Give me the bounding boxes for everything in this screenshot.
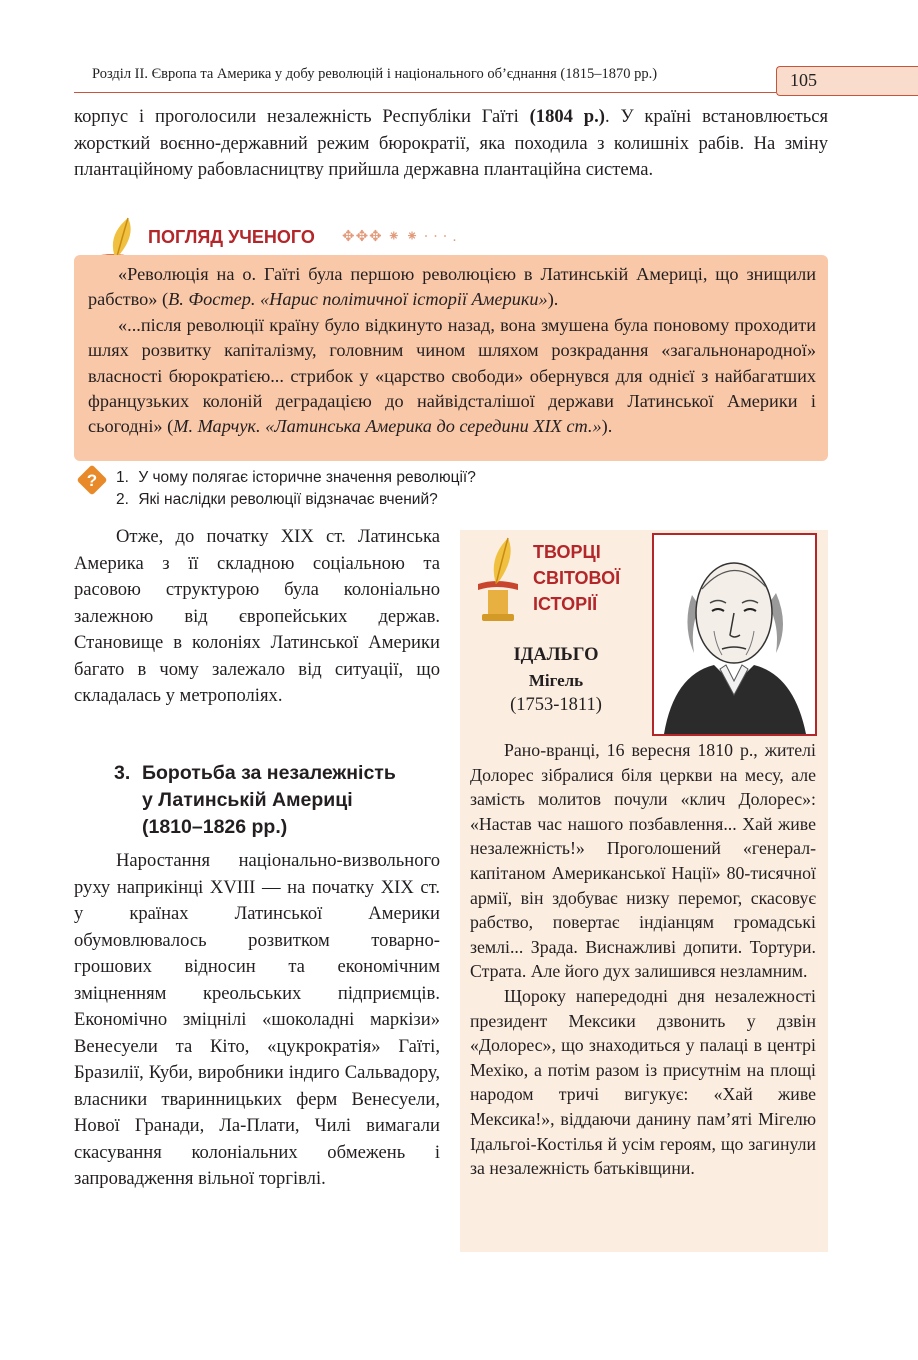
- sidebar-text: [470, 738, 816, 1181]
- sidebar-heading-line-2: СВІТОВОЇ: [533, 568, 621, 588]
- quote-1-end: ).: [547, 289, 559, 310]
- question-diamond-icon: [76, 464, 108, 496]
- quote-2-text: «...після революції країну було відкинуто назад, вона змушена була поновому проходити шлях розвитку капіталізму, головним чином шляхом розкрадання «загальнонародної» власності бюрократією... стрибок у «царство свободи» обернувся для однієї з найбагатших французьких колоній деградацією до найвідсталішої держави Латинської Америки і сьогодні» (: [88, 314, 816, 437]
- intro-paragraph: [74, 104, 828, 184]
- quote-1-source: В. Фостер. «Нарис політичної історії Америки»: [168, 289, 548, 310]
- sidebar-paragraph-2: Щороку напередодні дня незалежності президент Мексики дзвонить у дзвін «Долорес», що знаходиться у палаці в центрі Мехіко, а потім разом із присутнім на площі народом тричі вигукує: «Хай живе Мексика!», віддаючи данину пам’яті Мігелю Ідальгоі-Костілья й усім героям, що загинули за незалежність батьківщини.: [470, 985, 816, 1179]
- sidebar-paragraph-1: Рано-вранці, 16 вересня 1810 р., жителі Долорес зібралися біля церкви на месу, але замість молитов почули «клич Долорес»: «Настав час нашого позбавлення... Хай живе незалежність!» Проголошений «генерал-капітаном Американської Нації» 80-тисячної армії, він здобуває низку перемог, скасовує рабство, повертає індіанцям громадські землі... Зрада. Виснажливі допити. Тортури. Страта. Але його дух залишився незламним.: [470, 740, 816, 982]
- question-2-text: Які наслідки революції відзначає вчений?: [138, 491, 438, 508]
- intro-text-end: . У країні встановлюється жорсткий воєнно-державний режим бюрократії, яка походила з колишніх рабів. На зміну плантаційному рабовласництву прийшла державна плантаційна система.: [74, 106, 828, 180]
- quote-2: [88, 313, 816, 440]
- person-caption: [470, 643, 642, 718]
- header-rule: [74, 92, 776, 93]
- running-header: Розділ ІІ. Європа та Америка у добу революцій і національного об’єднання (1815–1870 рр.): [92, 66, 658, 82]
- quote-2-source: М. Марчук. «Латинська Америка до середини XIX ст.»: [173, 416, 602, 437]
- ornament-dots-icon: ✥✥✥ ⁕ ⁕ ∙ ∙ ∙ .: [342, 229, 458, 245]
- hidalgo-portrait: [654, 535, 815, 734]
- question-1-number: 1.: [116, 469, 129, 486]
- portrait-frame: [652, 533, 817, 736]
- section-title-line-3: (1810–1826 рр.): [142, 816, 288, 838]
- svg-text:?: ?: [86, 471, 98, 490]
- questions-list: [116, 467, 476, 511]
- person-years: (1753-1811): [510, 695, 602, 715]
- section-number: 3.: [114, 762, 131, 784]
- scholar-view-title: ПОГЛЯД УЧЕНОГО: [148, 227, 315, 247]
- left-paragraph-1: Отже, до початку XIX ст. Латинська Америка з її складною соціальною та расовою структурою була колоніально залежною від європейських держав. Становище в колоніях Латинської Америки багато в чому залежало від ситуації, що складалась у метрополіях.: [74, 526, 440, 706]
- person-firstname: Мігель: [528, 671, 584, 690]
- quote-1: [88, 262, 816, 313]
- intro-bold-date: (1804 р.): [529, 106, 605, 127]
- question-2-number: 2.: [116, 491, 129, 508]
- section-heading: [114, 760, 444, 841]
- sidebar-heading-line-1: ТВОРЦІ: [533, 542, 601, 562]
- question-1-text: У чому полягає історичне значення революції?: [138, 469, 476, 486]
- quote-2-end: ).: [601, 416, 613, 437]
- section-title-line-1: Боротьба за незалежність: [142, 762, 396, 784]
- section-title-line-2: у Латинській Америці: [142, 789, 353, 811]
- sidebar-heading-line-3: ІСТОРІЇ: [533, 594, 598, 614]
- scholar-quotes: [88, 262, 816, 440]
- person-surname: ІДАЛЬГО: [513, 645, 599, 665]
- page-number: 105: [790, 70, 817, 90]
- sidebar-heading: [533, 539, 620, 617]
- left-paragraph-2: Наростання національно-визвольного руху наприкінці XVIII — на початку XIX ст. у країнах Латинської Америки обумовлювалось розвитком товарно-грошових відносин та економічним зміцненням креольських підприємців. Економічно зміцнілі «шоколадні маркізи» Венесуели та Кіто, «цукрократія» Гаїті, Бразилії, Куби, виробники індиго Сальвадору, власники тваринницьких ферм Венесуели, Нової Гранади, Ла-Плати, Чилі вимагали скасування колоніальних обмежень і запровадження вільної торгівлі.: [74, 850, 440, 1189]
- quote-1-text: «Революція на о. Гаїті була першою революцією в Латинській Америці, що знищили рабство» (: [88, 264, 816, 310]
- question-1: [116, 467, 476, 489]
- quill-column-icon: [466, 534, 530, 626]
- question-2: [116, 489, 476, 511]
- intro-text-start: корпус і проголосили незалежність Республіки Гаїті: [74, 106, 530, 127]
